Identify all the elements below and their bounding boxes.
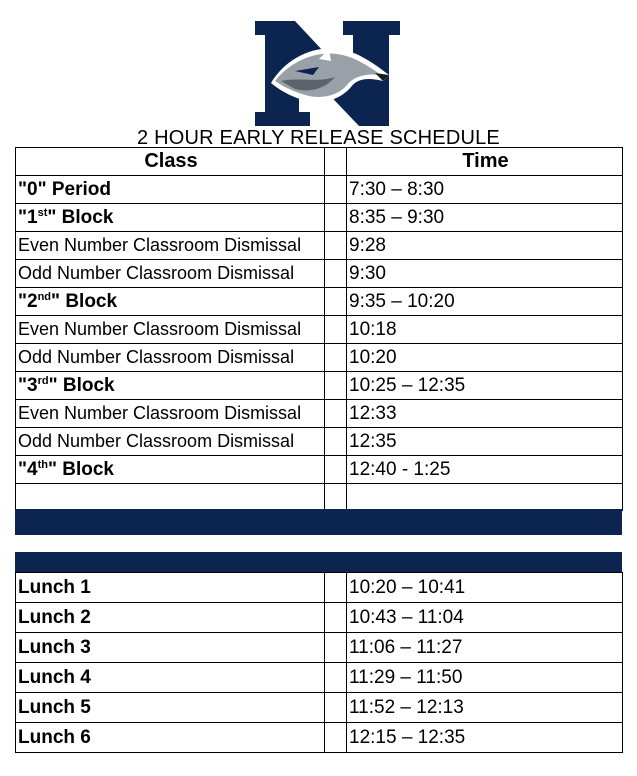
lunch-time-cell: 11:06 – 11:27 [347, 633, 623, 663]
lunch-time-cell: 10:43 – 11:04 [347, 603, 623, 633]
time-cell: 12:35 [347, 428, 623, 456]
spacer-cell [325, 456, 347, 484]
lunch-row [16, 723, 623, 753]
ordinal-suffix: nd [37, 290, 52, 303]
table-row [16, 176, 623, 204]
class-column-header: Class [16, 148, 325, 176]
class-cell [16, 232, 325, 260]
class-cell [16, 456, 325, 484]
class-label: "0" Period [18, 178, 111, 200]
navy-divider-bar [15, 509, 622, 535]
ordinal-suffix: st [37, 206, 48, 219]
table-row [16, 400, 623, 428]
spacer-cell [325, 288, 347, 316]
table-row [16, 232, 623, 260]
table-row [16, 288, 623, 316]
spacer-cell [325, 232, 347, 260]
table-row [16, 456, 623, 484]
class-label: Even Number Classroom Dismissal [18, 235, 302, 255]
time-column-header: Time [347, 148, 623, 176]
lunch-name-cell: Lunch 6 [16, 723, 325, 753]
spacer-cell [325, 372, 347, 400]
time-cell: 9:28 [347, 232, 623, 260]
spacer-cell [325, 204, 347, 232]
class-label: Odd Number Classroom Dismissal [18, 263, 295, 283]
table-row [16, 316, 623, 344]
lunch-name-cell: Lunch 4 [16, 663, 325, 693]
spacer-cell [325, 603, 347, 633]
lunch-row [16, 603, 623, 633]
lunch-time-cell: 11:52 – 12:13 [347, 693, 623, 723]
time-cell: 10:25 – 12:35 [347, 372, 623, 400]
class-cell [16, 428, 325, 456]
time-cell: 9:30 [347, 260, 623, 288]
time-cell: 7:30 – 8:30 [347, 176, 623, 204]
spacer-cell [325, 573, 347, 603]
table-row [16, 260, 623, 288]
wolf-n-logo-icon [255, 21, 400, 126]
class-cell [16, 176, 325, 204]
blank-row [16, 484, 623, 511]
class-label-suffix: " Block [47, 458, 114, 480]
spacer-cell [325, 316, 347, 344]
schedule-table [15, 147, 623, 511]
spacer-cell [325, 633, 347, 663]
class-label: Odd Number Classroom Dismissal [18, 347, 295, 367]
ordinal-suffix: rd [37, 374, 49, 387]
spacer-cell [325, 260, 347, 288]
lunch-row [16, 663, 623, 693]
table-row [16, 372, 623, 400]
time-cell: 12:40 - 1:25 [347, 456, 623, 484]
lunch-time-cell: 10:20 – 10:41 [347, 573, 623, 603]
class-cell [16, 260, 325, 288]
table-row [16, 428, 623, 456]
lunch-time-cell: 12:15 – 12:35 [347, 723, 623, 753]
schedule-header-row [16, 148, 623, 176]
class-cell [16, 372, 325, 400]
class-cell [16, 344, 325, 372]
empty-cell [16, 484, 325, 511]
page-title: 2 HOUR EARLY RELEASE SCHEDULE [137, 127, 500, 149]
spacer-cell [325, 663, 347, 693]
time-cell: 10:20 [347, 344, 623, 372]
spacer-cell [325, 428, 347, 456]
lunch-time-cell: 11:29 – 11:50 [347, 663, 623, 693]
spacer-cell [325, 693, 347, 723]
class-label: Even Number Classroom Dismissal [18, 403, 302, 423]
table-row [16, 204, 623, 232]
lunch-header-bar [15, 552, 622, 572]
class-cell [16, 316, 325, 344]
lunch-name-cell: Lunch 3 [16, 633, 325, 663]
class-label: Even Number Classroom Dismissal [18, 319, 302, 339]
table-row [16, 344, 623, 372]
empty-cell [347, 484, 623, 511]
spacer-cell [325, 344, 347, 372]
class-label-suffix: " Block [48, 374, 115, 396]
time-cell: 9:35 – 10:20 [347, 288, 623, 316]
lunch-name-cell: Lunch 1 [16, 573, 325, 603]
class-cell [16, 400, 325, 428]
class-label: "4 [18, 458, 38, 480]
class-label: Odd Number Classroom Dismissal [18, 431, 295, 451]
time-cell: 12:33 [347, 400, 623, 428]
class-label-suffix: " Block [47, 206, 114, 228]
class-label: "2 [18, 290, 38, 312]
lunch-row [16, 573, 623, 603]
ordinal-suffix: th [37, 458, 48, 471]
spacer-cell [325, 148, 347, 176]
class-label: "1 [18, 206, 38, 228]
lunch-row [16, 633, 623, 663]
lunch-row [16, 693, 623, 723]
spacer-cell [325, 723, 347, 753]
time-cell: 10:18 [347, 316, 623, 344]
lunch-name-cell: Lunch 5 [16, 693, 325, 723]
class-label-suffix: " Block [51, 290, 118, 312]
lunch-name-cell: Lunch 2 [16, 603, 325, 633]
time-cell: 8:35 – 9:30 [347, 204, 623, 232]
class-cell [16, 204, 325, 232]
class-cell [16, 288, 325, 316]
lunch-table [15, 572, 623, 753]
spacer-cell [325, 176, 347, 204]
spacer-cell [325, 400, 347, 428]
class-label: "3 [18, 374, 38, 396]
empty-cell [325, 484, 347, 511]
